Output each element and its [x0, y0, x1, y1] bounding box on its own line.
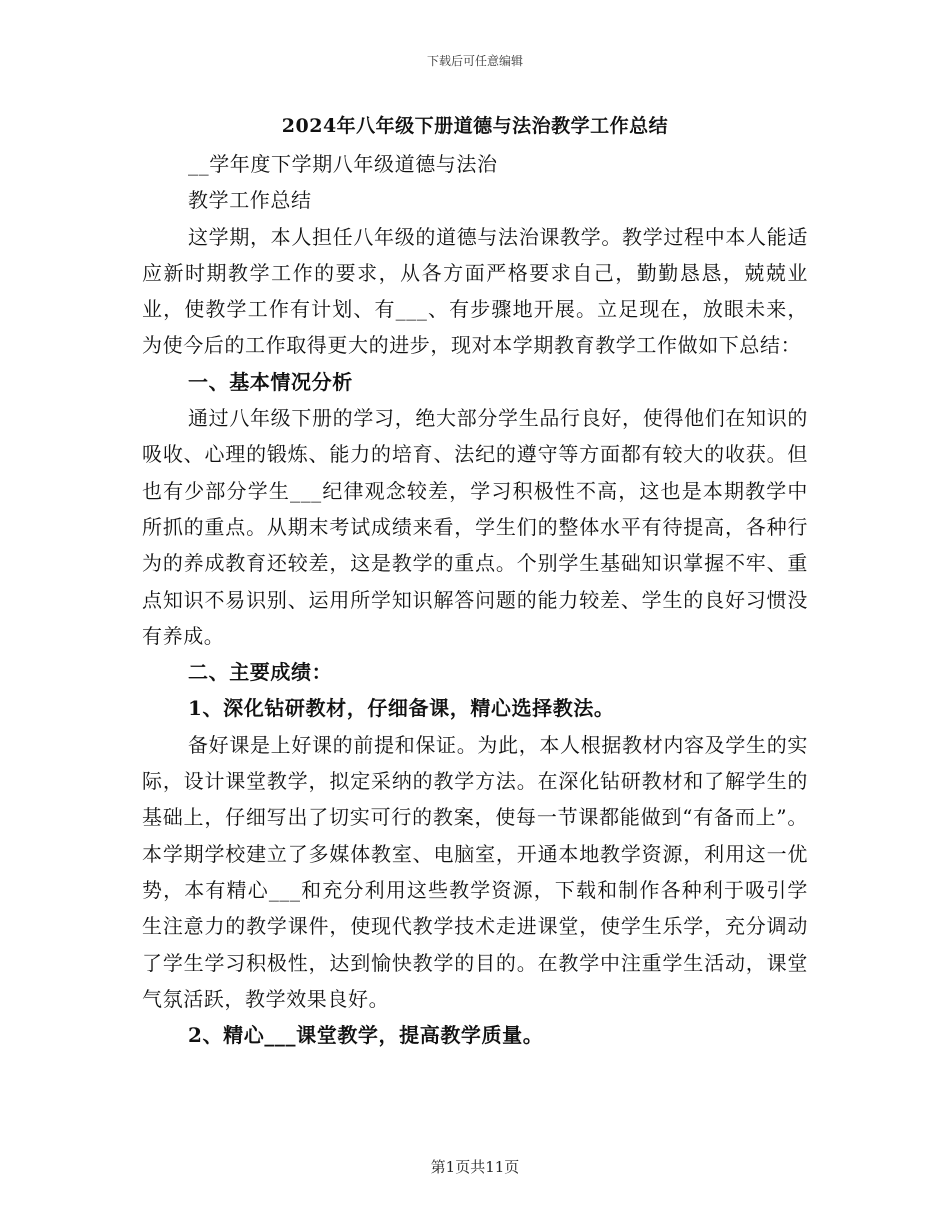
paragraph-2: 教学工作总结: [188, 188, 312, 213]
paragraph-5: 通过八年级下册的学习，绝大部分学生品行良好，使得他们在知识的吸收、心理的锻炼、能力的培育、法纪的遵守等方面都有较大的收获。但也有少部分学生___纪律观念较差，学习积极性不高，这也是本期教学中所抓的重点。从期末考试成绩来看，学生们的整体水平有待提高，各种行为的养成教育还较差，这是教学的重点。个别学生基础知识掌握不牢、重点知识不易识别、运用所学知识解答问题的能力较差、学生的良好习惯没有养成。: [142, 406, 808, 648]
subheading-1: 1、深化钻研教材，仔细备课，精心选择教法。: [188, 696, 615, 721]
heading-basic-analysis: 一、基本情况分析: [188, 369, 353, 394]
document-body: [142, 108, 808, 1053]
paragraph-3: 这学期，本人担任八年级的道德与法治课教学。教学过程中本人能适应新时期教学工作的要求，从各方面严格要求自己，勤勤恳恳，兢兢业业，使教学工作有计划、有___、有步骤地开展。立足现在，放眼未来，为使今后的工作取得更大的进步，现对本学期教育教学工作做如下总结：: [142, 224, 808, 358]
paragraph-1: __学年度下学期八年级道德与法治: [188, 152, 498, 176]
paragraph-8: 备好课是上好课的前提和保证。为此，本人根据教材内容及学生的实际，设计课堂教学，拟定采纳的教学方法。在深化钻研教材和了解学生的基础上，仔细写出了切实可行的教案，使每一节课都能做到“有备而上”。本学期学校建立了多媒体教室、电脑室，开通本地教学资源，利用这一优势，本有精心___和充分利用这些教学资源，下载和制作各种利于吸引学生注意力的教学课件，使现代教学技术走进课堂，使学生乐学，充分调动了学生学习积极性，达到愉快教学的目的。在教学中注重学生活动，课堂气氛活跃，教学效果良好。: [142, 732, 808, 1011]
header-note: 下载后可任意编辑: [426, 54, 523, 68]
subheading-2: 2、精心___课堂教学，提高教学质量。: [188, 1023, 544, 1048]
document-title: 2024年八年级下册道德与法治教学工作总结: [281, 115, 669, 137]
page-footer: 第1页共11页: [430, 1158, 520, 1176]
heading-main-achievements: 二、主要成绩：: [188, 660, 333, 685]
